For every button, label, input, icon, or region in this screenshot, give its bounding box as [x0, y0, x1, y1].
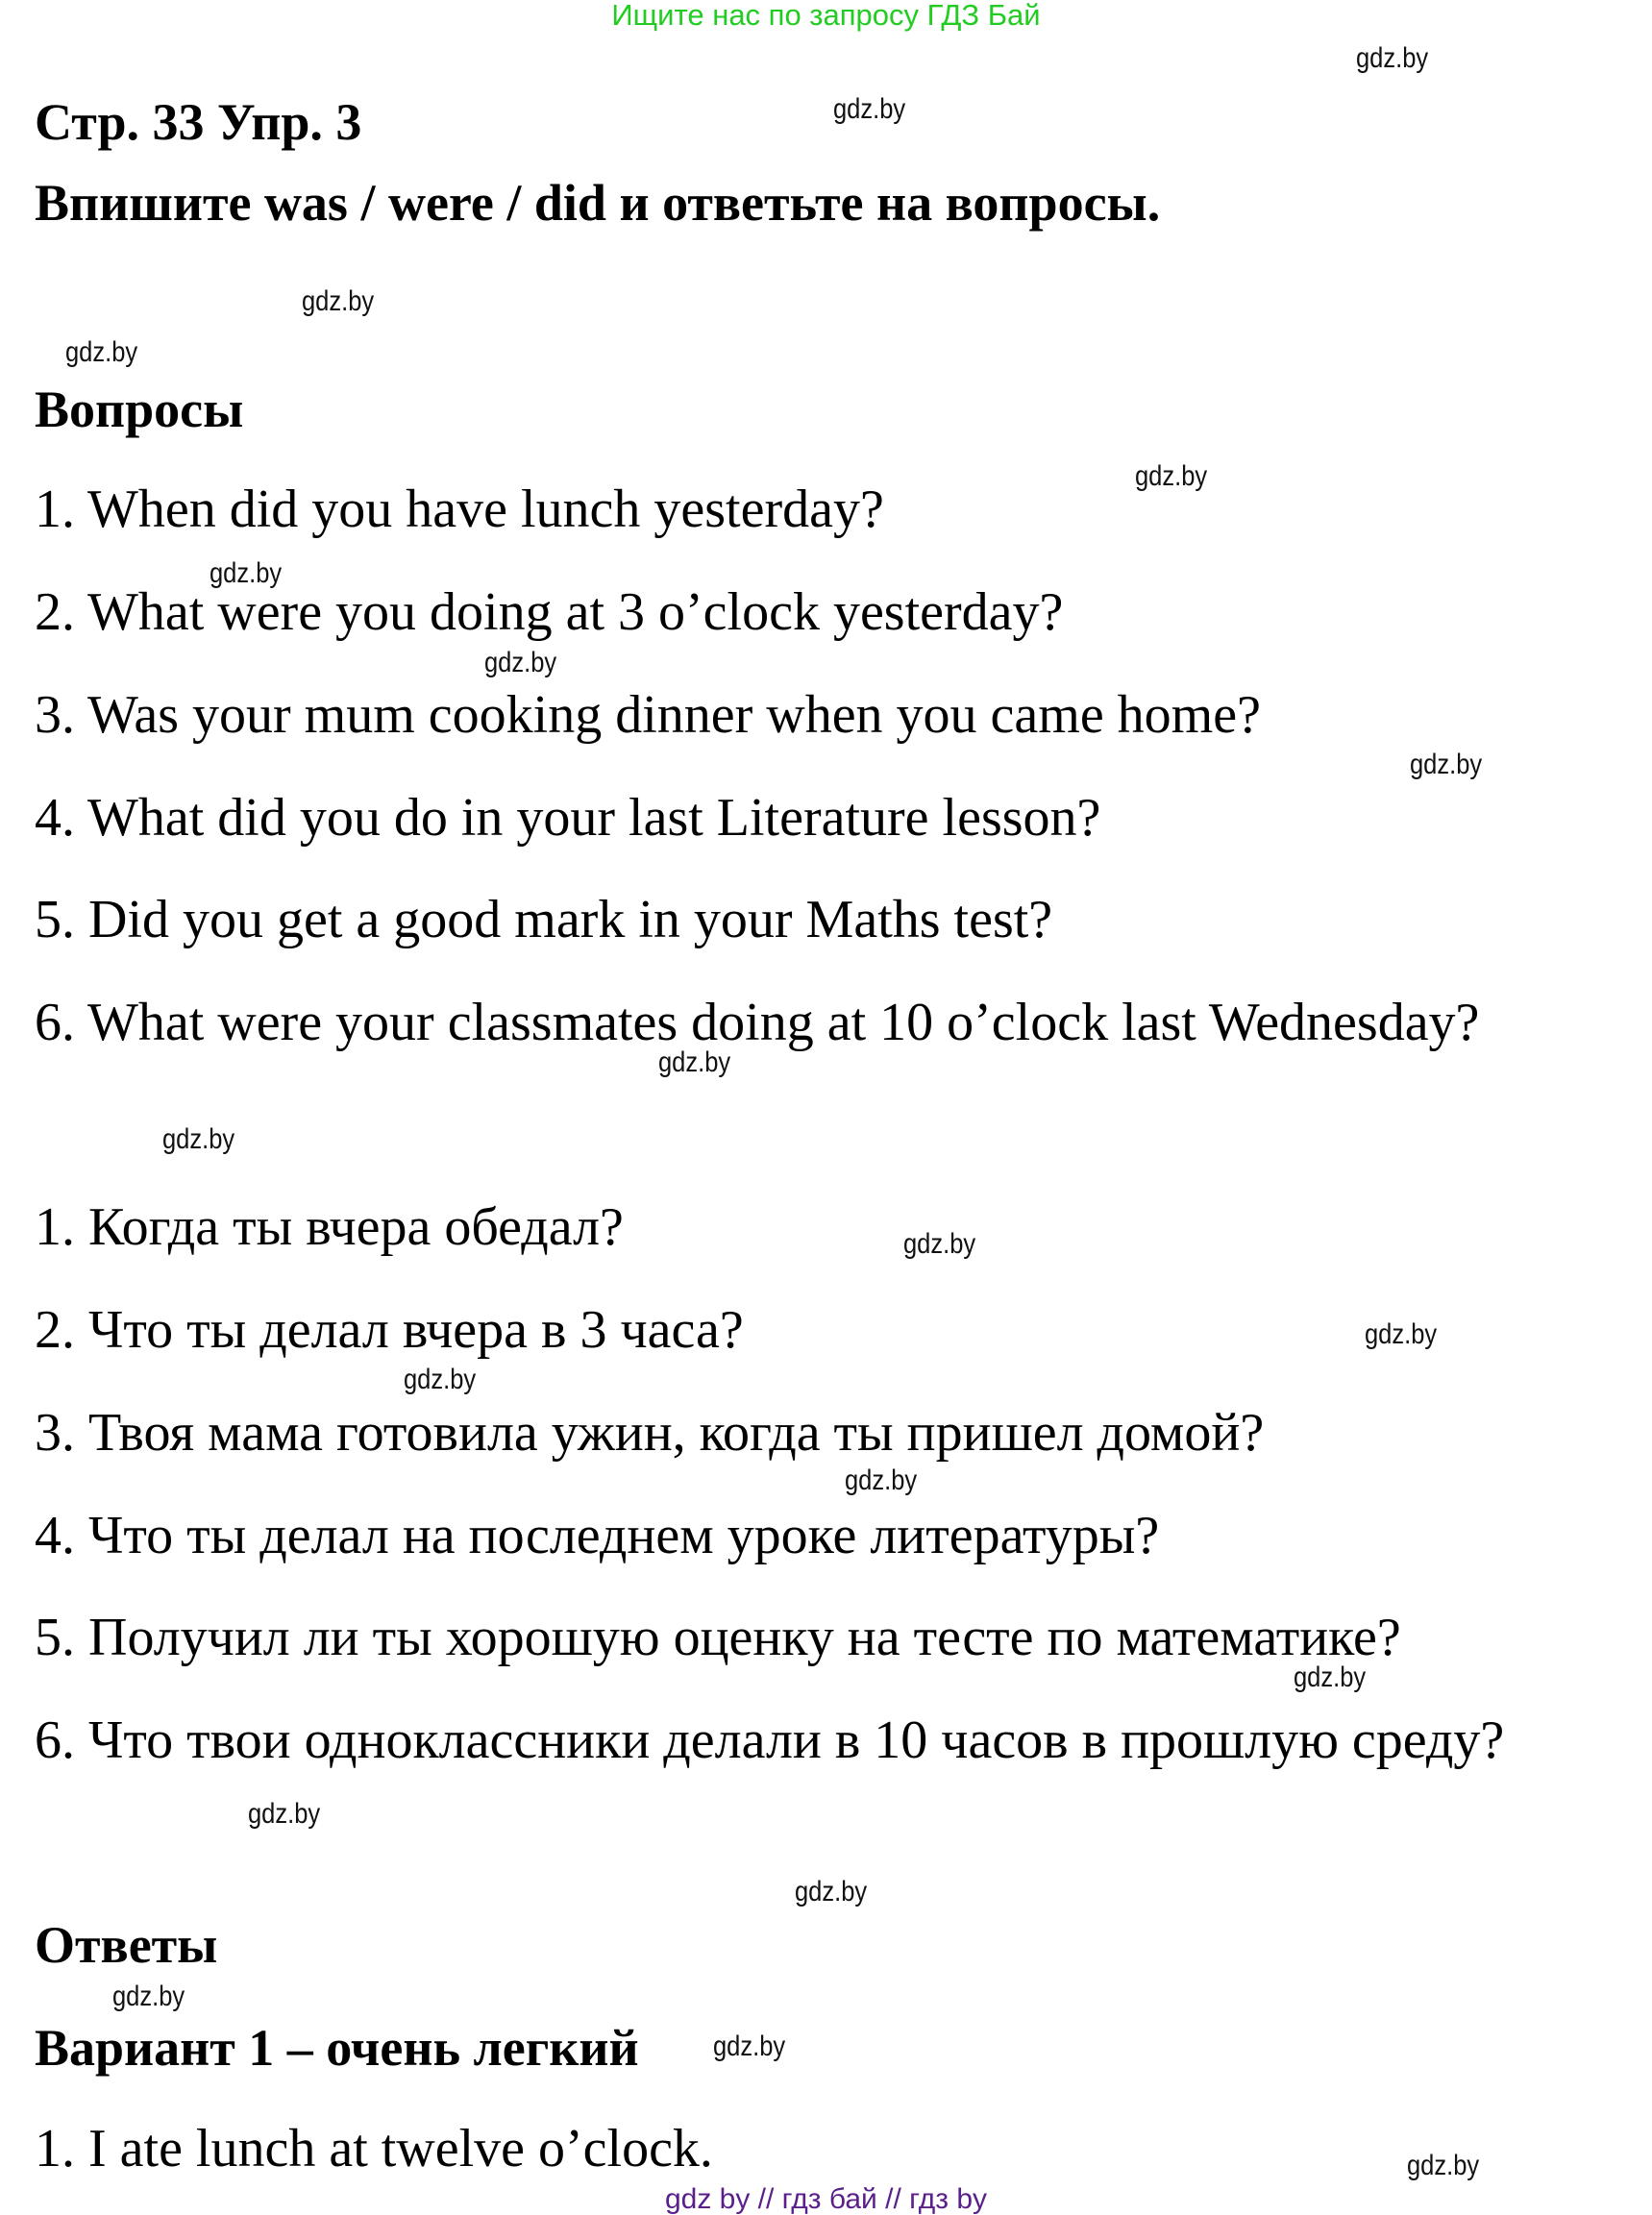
question-en: 5. Did you get a good mark in your Maths test?: [35, 890, 1053, 949]
watermark: gdz.by: [1407, 2150, 1480, 2181]
watermark: gdz.by: [1410, 749, 1483, 780]
watermark: gdz.by: [1294, 1661, 1367, 1693]
question-en: 4. What did you do in your last Literature lesson?: [35, 788, 1101, 848]
watermark: gdz.by: [1365, 1318, 1438, 1350]
watermark: gdz.by: [404, 1364, 477, 1395]
answer: 1. I ate lunch at twelve o’clock.: [35, 2119, 713, 2178]
question-en: 3. Was your mum cooking dinner when you came home?: [35, 685, 1261, 745]
watermark: gdz.by: [833, 93, 906, 125]
watermark: gdz.by: [713, 2030, 786, 2062]
watermark: gdz.by: [658, 1046, 731, 1078]
watermark: gdz.by: [795, 1876, 868, 1907]
watermark: gdz.by: [65, 336, 138, 368]
page-title: Стр. 33 Упр. 3: [35, 93, 362, 151]
question-en: 6. What were your classmates doing at 10 o’clock last Wednesday?: [35, 993, 1480, 1052]
answers-heading: Ответы: [35, 1916, 218, 1974]
watermark: gdz.by: [1135, 460, 1208, 492]
question-ru: 1. Когда ты вчера обедал?: [35, 1197, 624, 1257]
instruction: Впишите was / were / did и ответьте на вопросы.: [35, 174, 1161, 232]
watermark: gdz.by: [248, 1798, 321, 1830]
question-ru: 6. Что твои одноклассники делали в 10 часов в прошлую среду?: [35, 1710, 1505, 1770]
question-ru: 5. Получил ли ты хорошую оценку на тесте по математике?: [35, 1608, 1401, 1667]
question-ru: 2. Что ты делал вчера в 3 часа?: [35, 1300, 744, 1360]
question-en: 2. What were you doing at 3 o’clock yesterday?: [35, 582, 1064, 642]
watermark: gdz.by: [845, 1464, 918, 1496]
question-en: 1. When did you have lunch yesterday?: [35, 480, 884, 539]
footer-links[interactable]: gdz by // гдз бай // гдз by: [664, 2183, 988, 2215]
questions-heading: Вопросы: [35, 381, 244, 438]
variant-heading: Вариант 1 – очень легкий: [35, 2019, 639, 2077]
watermark: gdz.by: [302, 285, 375, 317]
watermark: gdz.by: [210, 557, 283, 589]
question-ru: 4. Что ты делал на последнем уроке литературы?: [35, 1506, 1160, 1565]
question-ru: 3. Твоя мама готовила ужин, когда ты пришел домой?: [35, 1403, 1265, 1463]
watermark: gdz.by: [112, 1981, 185, 2012]
search-banner[interactable]: Ищите нас по запросу ГДЗ Бай: [611, 0, 1041, 32]
watermark: gdz.by: [162, 1123, 235, 1155]
watermark: gdz.by: [903, 1228, 976, 1260]
watermark: gdz.by: [484, 647, 557, 678]
watermark: gdz.by: [1356, 42, 1429, 74]
